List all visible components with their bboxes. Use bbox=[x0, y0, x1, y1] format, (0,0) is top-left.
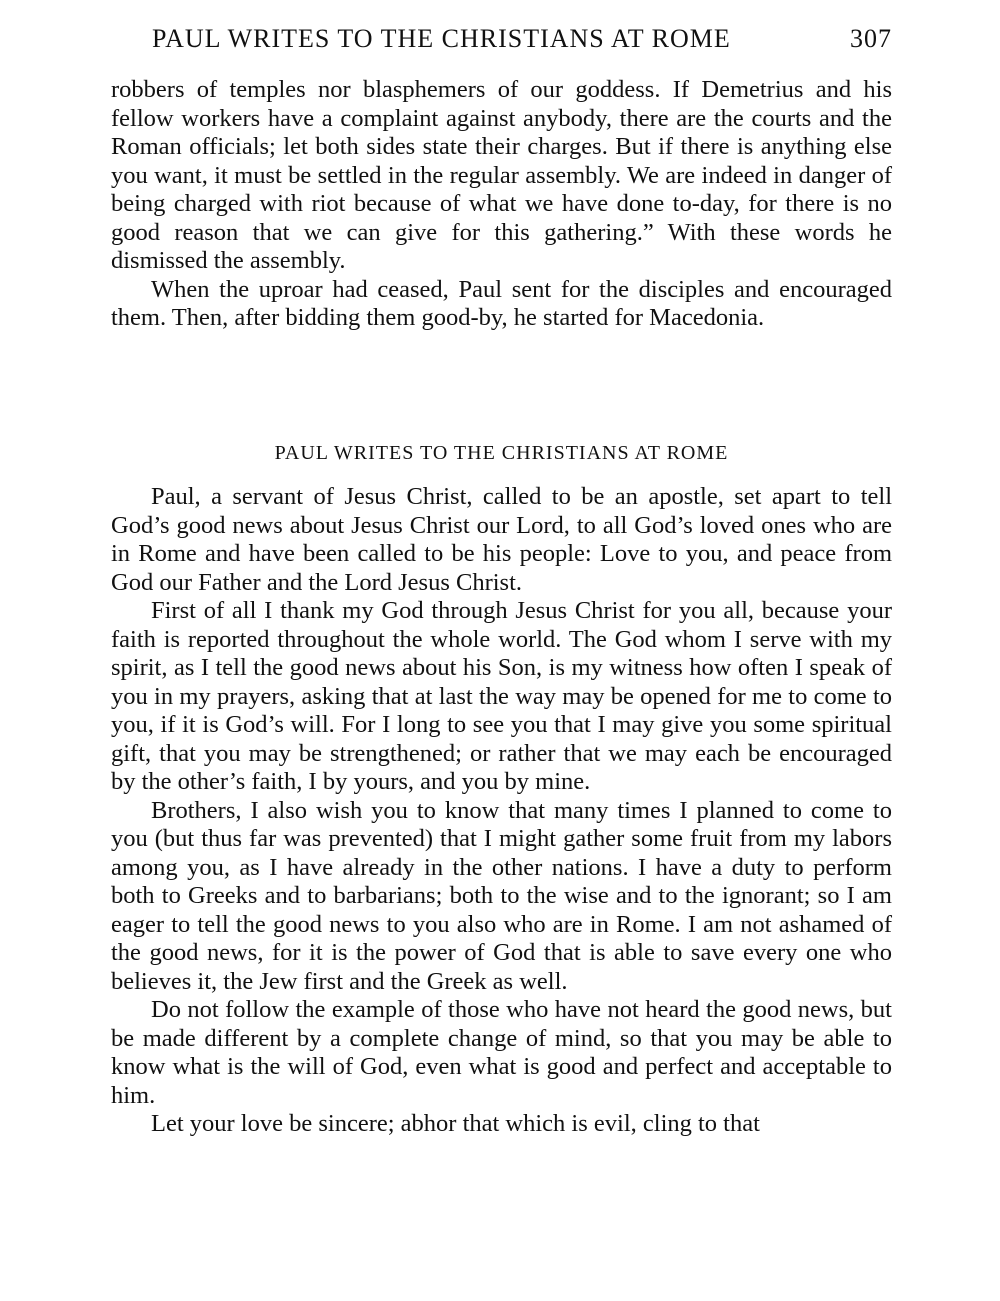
paragraph: When the uproar had ceased, Paul sent for the disciples and encouraged them. Then, after bidding them good-by, he started for Macedonia. bbox=[111, 275, 892, 331]
running-header bbox=[152, 21, 892, 57]
section-body bbox=[111, 483, 892, 1139]
running-title: PAUL WRITES TO THE CHRISTIANS AT ROME bbox=[152, 24, 731, 53]
paragraph: Brothers, I also wish you to know that many times I planned to come to you (but thus far was prevented) that I might gather some fruit from my labors among you, as I have already in the other nations. I have a duty to perform both to Greeks and to barbarians; both to the wise and to the ignorant; so I am eager to tell the good news to you also who are in Rome. I am not ashamed of the good news, for it is the power of God that is able to save every one who believes it, the Jew first and the Greek as well. bbox=[111, 796, 892, 995]
paragraph: Paul, a servant of Jesus Christ, called to be an apostle, set apart to tell God’s good news about Jesus Christ our Lord, to all God’s loved ones who are in Rome and have been called to be his people: Love to you, and peace from God our Father and the Lord Jesus Christ. bbox=[111, 483, 892, 596]
page-number: 307 bbox=[850, 24, 892, 53]
paragraph: Do not follow the example of those who have not heard the good news, but be made different by a complete change of mind, so that you may be able to know what is the will of God, even what is good and perfect and acceptable to him. bbox=[111, 996, 892, 1109]
continued-text bbox=[111, 76, 892, 333]
paragraph-continued: robbers of temples nor blasphemers of our goddess. If Demetrius and his fellow workers have a complaint against anybody, there are the courts and the Roman officials; let both sides state their charges. But if there is anything else you want, it must be settled in the regular assembly. We are indeed in danger of being charged with riot because of what we have done to-day, for there is no good reason that we can give for this gathering.” With these words he dismissed the assembly. bbox=[111, 76, 892, 274]
section-heading: PAUL WRITES TO THE CHRISTIANS AT ROME bbox=[274, 442, 729, 464]
paragraph: Let your love be sincere; abhor that which is evil, cling to that bbox=[151, 1110, 760, 1137]
paragraph: First of all I thank my God through Jesus Christ for you all, because your faith is reported throughout the whole world. The God whom I serve with my spirit, as I tell the good news about his Son, is my witness how often I speak of you in my prayers, asking that at last the way may be opened for me to come to you, if it is God’s will. For I long to see you that I may give you some spiritual gift, that you may be strengthened; or rather that we may each be encouraged by the other’s faith, I by yours, and you by mine. bbox=[111, 597, 892, 795]
